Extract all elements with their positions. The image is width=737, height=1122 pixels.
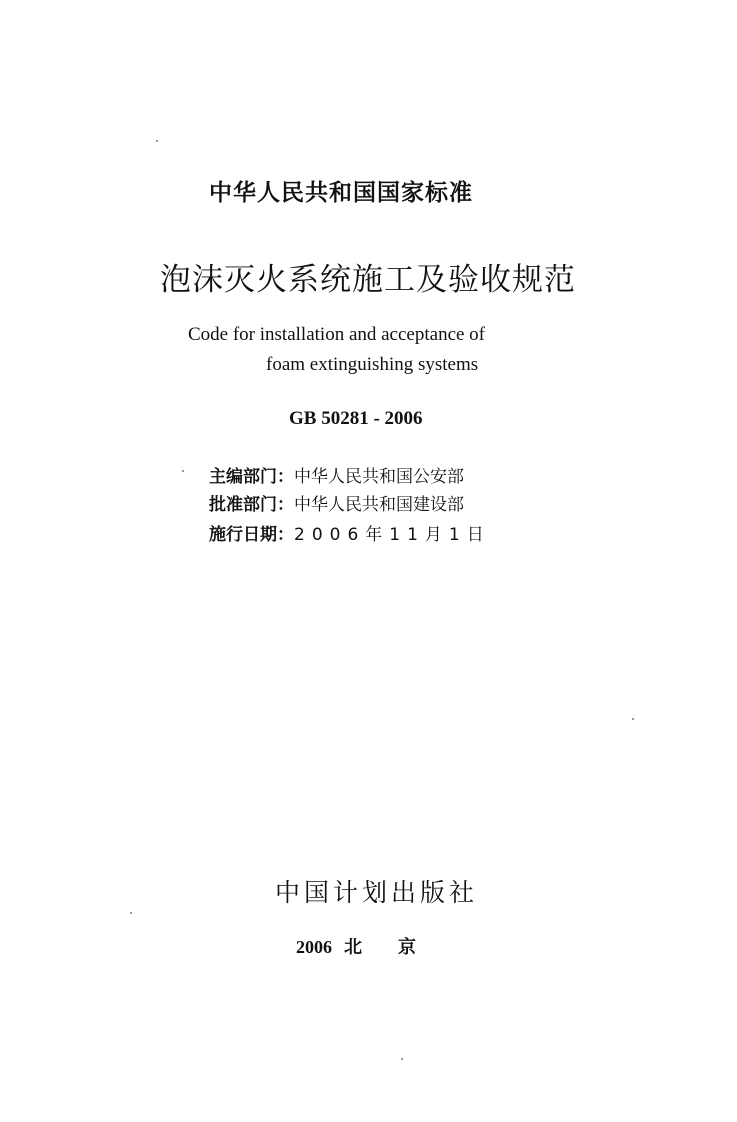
publisher-name: 中国计划出版社 <box>275 878 479 907</box>
info-row-approver <box>209 490 464 515</box>
info-row-effective-date <box>209 520 491 545</box>
info-label: 主编部门： <box>209 467 294 487</box>
info-value: 中华人民共和国公安部 <box>294 467 464 487</box>
publication-place <box>296 933 452 959</box>
publication-year: 2006 <box>296 937 332 957</box>
publication-city: 北京 <box>344 937 452 958</box>
standard-code: GB 50281 - 2006 <box>289 408 423 429</box>
title-chinese: 泡沫灭火系统施工及验收规范 <box>160 262 576 298</box>
scan-speck <box>130 912 132 914</box>
title-english-line1: Code for installation and acceptance of <box>188 324 486 345</box>
standard-type-heading: 中华人民共和国国家标准 <box>209 180 473 206</box>
info-row-editor <box>209 462 464 487</box>
scan-speck <box>156 140 158 142</box>
scan-speck <box>401 1058 403 1060</box>
info-value: 中华人民共和国建设部 <box>294 495 464 515</box>
title-english-line2: foam extinguishing systems <box>266 354 479 375</box>
scan-speck <box>632 718 634 720</box>
scan-speck <box>182 470 184 472</box>
info-label: 批准部门： <box>209 495 294 515</box>
info-label: 施行日期： <box>209 525 294 545</box>
info-value: 2006年11月1日 <box>294 525 491 545</box>
